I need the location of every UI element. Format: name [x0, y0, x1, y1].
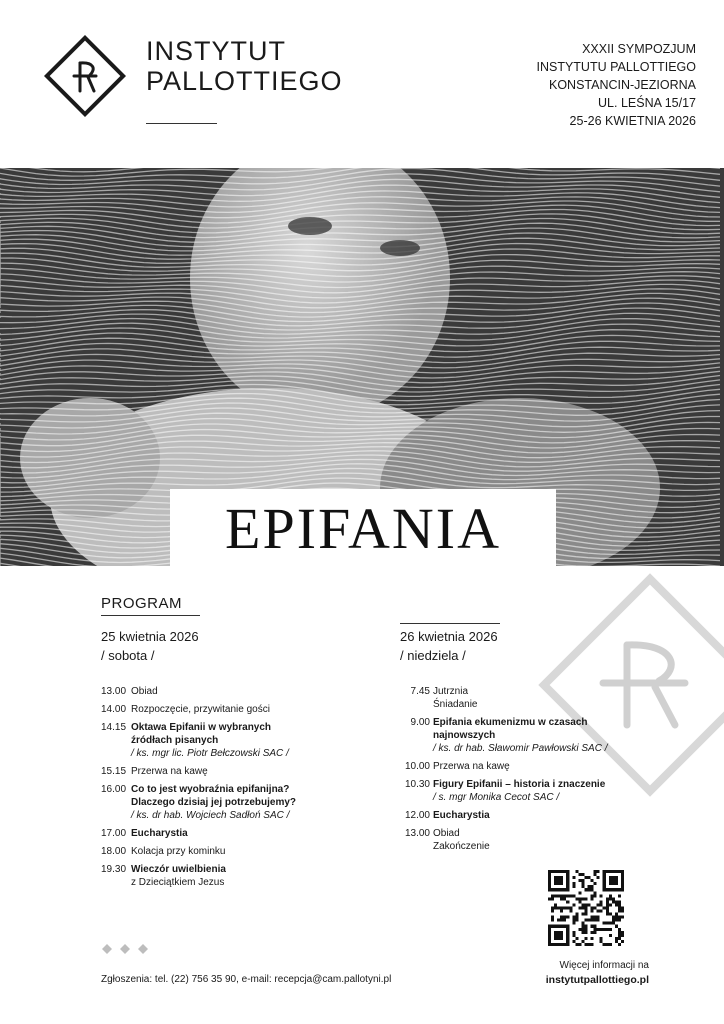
schedule-title: Zakończenie: [433, 841, 490, 852]
day1-header: [101, 627, 199, 665]
org-name-line1: INSTYTUT: [146, 36, 286, 66]
day2-divider: [400, 623, 500, 624]
day2-schedule: [398, 685, 643, 858]
qr-code-icon[interactable]: [548, 870, 624, 946]
day2-date: 26 kwietnia 2026: [400, 629, 498, 644]
day1-schedule: [101, 685, 341, 894]
schedule-item: [101, 783, 341, 822]
schedule-item: [101, 765, 341, 778]
schedule-time: 14.00: [101, 704, 127, 715]
schedule-title: źródłach pisanych: [131, 735, 219, 746]
schedule-time: 10.00: [404, 761, 430, 772]
website-link[interactable]: instytutpallottiego.pl: [545, 974, 649, 986]
schedule-title: Przerwa na kawę: [433, 761, 510, 772]
schedule-speaker: / ks. dr hab. Wojciech Sadłoń SAC /: [131, 810, 290, 821]
schedule-item: [101, 703, 341, 716]
schedule-title: Oktawa Epifanii w wybranych: [131, 722, 272, 733]
schedule-speaker: / s. mgr Monika Cecot SAC /: [433, 792, 560, 803]
schedule-title: Przerwa na kawę: [131, 766, 208, 777]
schedule-time: 13.00: [101, 686, 127, 697]
event-info-line: UL. LEŚNA 15/17: [598, 96, 696, 110]
event-info: [536, 40, 696, 130]
schedule-time: 12.00: [404, 810, 430, 821]
schedule-time: 10.30: [404, 779, 430, 790]
schedule-speaker: / ks. mgr lic. Piotr Bełczowski SAC /: [131, 748, 289, 759]
schedule-item: [101, 863, 341, 889]
schedule-item: [101, 845, 341, 858]
schedule-title: Figury Epifanii – historia i znaczenie: [433, 779, 606, 790]
schedule-title: Eucharystia: [433, 810, 490, 821]
program-heading: PROGRAM: [101, 595, 183, 612]
schedule-title: Obiad: [433, 828, 460, 839]
schedule-title: Wieczór uwielbienia: [131, 864, 226, 875]
schedule-title: Eucharystia: [131, 828, 188, 839]
program-divider: [101, 615, 200, 616]
schedule-item: [101, 685, 341, 698]
schedule-item: [398, 827, 643, 853]
schedule-time: 16.00: [101, 784, 127, 795]
schedule-title: Jutrznia: [433, 686, 469, 697]
org-name: [146, 36, 343, 96]
schedule-subtitle: z Dzieciątkiem Jezus: [131, 877, 225, 888]
schedule-title: Co to jest wyobraźnia epifanijna?: [131, 784, 290, 795]
schedule-time: 18.00: [101, 846, 127, 857]
schedule-title: Kolacja przy kominku: [131, 846, 226, 857]
schedule-item: [101, 721, 341, 760]
poster-title: EPIFANIA: [225, 496, 501, 561]
day2-weekday: / niedziela /: [400, 648, 466, 663]
schedule-item: [398, 685, 643, 711]
schedule-title: Obiad: [131, 686, 158, 697]
schedule-speaker: / ks. dr hab. Sławomir Pawłowski SAC /: [433, 743, 608, 754]
day1-date: 25 kwietnia 2026: [101, 629, 199, 644]
event-info-line: KONSTANCIN-JEZIORNA: [549, 78, 696, 92]
schedule-time: 7.45: [410, 686, 430, 697]
decorative-diamonds-icon: [101, 943, 153, 955]
schedule-item: [398, 778, 643, 804]
schedule-item: [398, 716, 643, 755]
schedule-time: 15.15: [101, 766, 127, 777]
schedule-time: 14.15: [101, 722, 127, 733]
schedule-time: 13.00: [404, 828, 430, 839]
schedule-time: 9.00: [410, 717, 430, 728]
schedule-item: [101, 827, 341, 840]
day2-header: [400, 627, 498, 665]
schedule-title: Rozpoczęcie, przywitanie gości: [131, 704, 270, 715]
event-info-line: XXXII SYMPOZJUM: [582, 42, 696, 56]
more-info: [546, 959, 649, 987]
schedule-title: Epifania ekumenizmu w czasach najnowszych: [433, 717, 588, 741]
day1-weekday: / sobota /: [101, 648, 155, 663]
registration-contact: Zgłoszenia: tel. (22) 756 35 90, e-mail: recepcja@cam.pallotyni.pl: [101, 974, 392, 985]
institute-logo-icon: [44, 35, 126, 117]
schedule-item: [398, 809, 643, 822]
schedule-time: 19.30: [101, 864, 127, 875]
more-info-label: Więcej informacji na: [559, 960, 649, 971]
schedule-title: Śniadanie: [433, 699, 478, 710]
org-name-line2: PALLOTTIEGO: [146, 66, 343, 96]
event-info-line: INSTYTUTU PALLOTTIEGO: [536, 60, 696, 74]
schedule-item: [398, 760, 643, 773]
event-info-line: 25-26 KWIETNIA 2026: [569, 114, 696, 128]
schedule-time: 17.00: [101, 828, 127, 839]
org-divider: [146, 123, 217, 124]
schedule-title: Dlaczego dzisiaj jej potrzebujemy?: [131, 797, 297, 808]
